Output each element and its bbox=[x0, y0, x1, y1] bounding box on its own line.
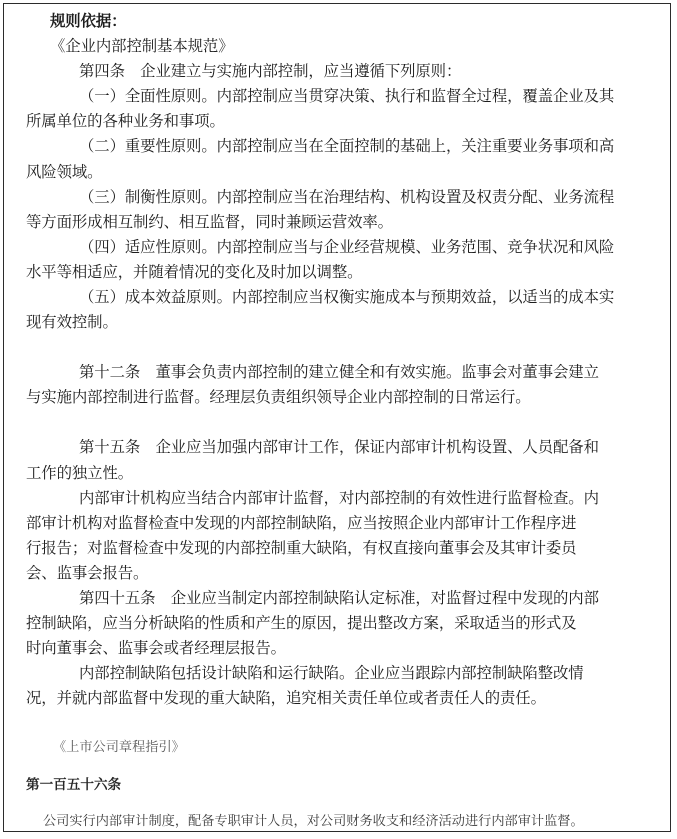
article-12-line-1: 第十二条 董事会负责内部控制的建立健全和有效实施。监事会对董事会建立 bbox=[79, 363, 599, 382]
principle-2-line-1: （二）重要性原则。内部控制应当在全面控制的基础上，关注重要业务事项和高 bbox=[79, 137, 615, 156]
principle-2-line-2: 风险领域。 bbox=[26, 162, 103, 181]
principle-4-line-1: （四）适应性原则。内部控制应当与企业经营规模、业务范围、竞争状况和风险 bbox=[79, 237, 615, 256]
source-title-shangshi-gongsi-zhangcheng: 《上市公司章程指引》 bbox=[53, 740, 185, 756]
paragraph-gap-1 bbox=[26, 335, 652, 360]
article-15-line-2: 工作的独立性。 bbox=[26, 463, 134, 482]
article-156-heading: 第一百五十六条 bbox=[26, 777, 122, 794]
charter-gap-2 bbox=[26, 797, 652, 810]
audit-paragraph-line-3: 行报告；对监督检查中发现的内部控制重大缺陷，有权直接向董事会及其审计委员 bbox=[26, 538, 577, 557]
audit-paragraph-line-1: 内部审计机构应当结合内部审计监督，对内部控制的有效性进行监督检查。内 bbox=[79, 488, 599, 507]
deficiency-paragraph-line-2: 况，并就内部监督中发现的重大缺陷，追究相关责任单位或者责任人的责任。 bbox=[26, 689, 546, 708]
article-45-line-2: 控制缺陷，应当分析缺陷的性质和产生的原因，提出整改方案，采取适当的形式及 bbox=[26, 614, 577, 633]
principle-1-line-2: 所属单位的各种业务和事项。 bbox=[26, 112, 225, 131]
article-4-line-1: 第四条 企业建立与实施内部控制，应当遵循下列原则： bbox=[79, 62, 462, 81]
article-156-text: 公司实行内部审计制度，配备专职审计人员，对公司财务收支和经济活动进行内部审计监督。 bbox=[43, 814, 584, 830]
principle-5-line-1: （五）成本效益原则。内部控制应当权衡实施成本与预期效益，以适当的成本实 bbox=[79, 288, 615, 307]
source-title-qiye-neibu-kongzhi: 《企业内部控制基本规范》 bbox=[50, 37, 234, 56]
article-12-line-2: 与实施内部控制进行监督。经理层负责组织领导企业内部控制的日常运行。 bbox=[26, 388, 531, 407]
article-45-line-3: 时向董事会、监事会或者经理层报告。 bbox=[26, 639, 286, 658]
paragraph-gap-2 bbox=[26, 410, 652, 435]
principle-3-line-1: （三）制衡性原则。内部控制应当在治理结构、机构设置及权责分配、业务流程 bbox=[79, 187, 615, 206]
principle-5-line-2: 现有效控制。 bbox=[26, 313, 118, 332]
principle-3-line-2: 等方面形成相互制约、相互监督，同时兼顾运营效率。 bbox=[26, 212, 393, 231]
audit-paragraph-line-4: 会、监事会报告。 bbox=[26, 563, 149, 582]
section-gap bbox=[4, 711, 670, 736]
article-15-line-1: 第十五条 企业应当加强内部审计工作，保证内部审计机构设置、人员配备和 bbox=[79, 438, 599, 457]
listed-company-charter-section bbox=[4, 736, 670, 832]
article-45-line-1: 第四十五条 企业应当制定内部控制缺陷认定标准，对监督过程中发现的内部 bbox=[79, 588, 599, 607]
charter-gap-1 bbox=[26, 760, 652, 773]
principle-4-line-2: 水平等相适应，并随着情况的变化及时加以调整。 bbox=[26, 262, 363, 281]
deficiency-paragraph-line-1: 内部控制缺陷包括设计缺陷和运行缺陷。企业应当跟踪内部控制缺陷整改情 bbox=[79, 664, 584, 683]
principle-1-line-1: （一）全面性原则。内部控制应当贯穿决策、执行和监督全过程，覆盖企业及其 bbox=[79, 87, 615, 106]
document-page bbox=[3, 3, 671, 832]
audit-paragraph-line-2: 部审计机构对监督检查中发现的内部控制缺陷，应当按照企业内部审计工作程序进 bbox=[26, 513, 577, 532]
rules-basis-section bbox=[4, 4, 670, 711]
page-title: 规则依据： bbox=[50, 12, 127, 30]
